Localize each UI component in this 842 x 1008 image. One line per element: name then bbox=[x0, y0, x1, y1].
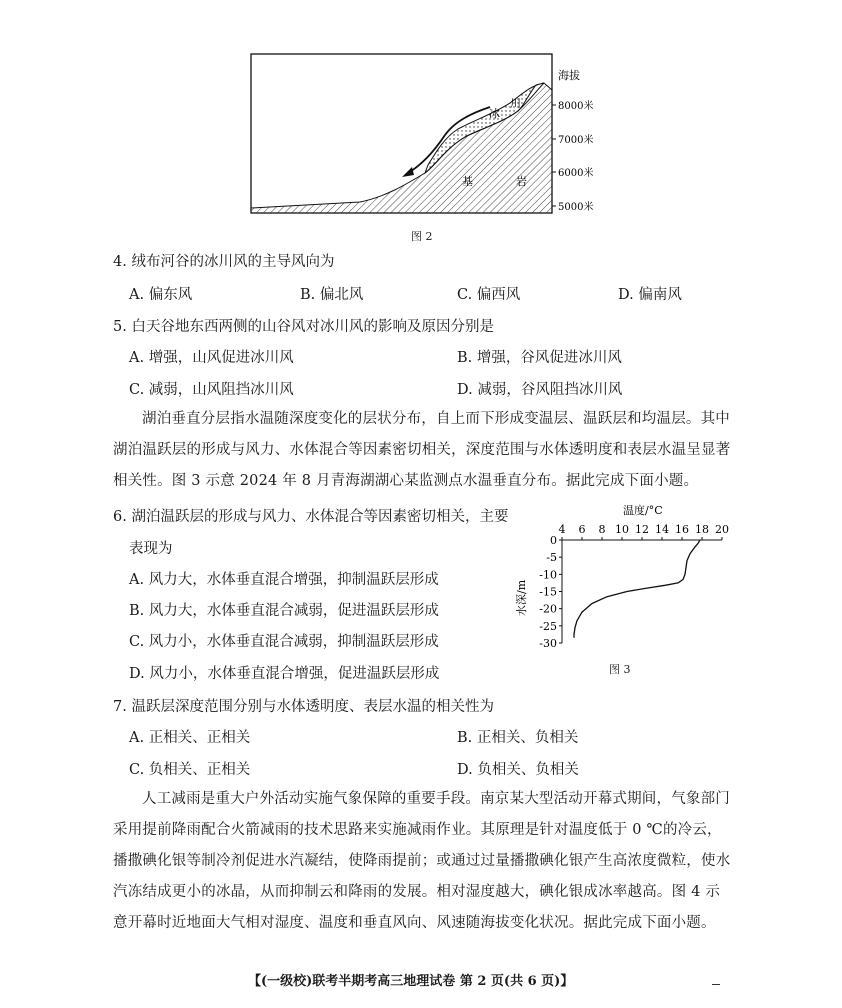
x-tick-label: 6 bbox=[578, 523, 586, 536]
bedrock-label-2: 岩 bbox=[516, 175, 527, 188]
water-temperature-chart bbox=[505, 498, 745, 658]
x-tick-label: 10 bbox=[615, 523, 629, 536]
x-tick-label: 4 bbox=[558, 523, 566, 536]
x-tick-label: 16 bbox=[675, 523, 689, 536]
q5-option-d: D. 减弱，谷风阻挡冰川风 bbox=[457, 382, 623, 398]
temperature-profile-line bbox=[574, 540, 700, 638]
x-tick-label: 14 bbox=[655, 523, 669, 536]
q4-option-a: A. 偏东风 bbox=[129, 287, 193, 303]
q6-option-c: C. 风力小，水体垂直混合减弱，抑制温跃层形成 bbox=[129, 634, 439, 650]
tick-8000: 8000米 bbox=[558, 101, 594, 112]
figure-2 bbox=[240, 45, 620, 225]
q5-option-b: B. 增强，谷风促进冰川风 bbox=[457, 350, 622, 366]
q6-stem-line2: 表现为 bbox=[129, 541, 173, 557]
x-tick-label: 20 bbox=[715, 523, 729, 536]
glacier-profile-diagram bbox=[240, 45, 620, 225]
tick-5000: 5000米 bbox=[558, 202, 594, 213]
glacier-label-1: 冰 bbox=[489, 107, 500, 120]
y-tick-label: -25 bbox=[539, 619, 557, 633]
y-tick-label: -15 bbox=[539, 585, 557, 599]
glacier-label-2: 川 bbox=[510, 97, 521, 110]
q7-option-b: B. 正相关、负相关 bbox=[457, 730, 579, 746]
y-axis-title: 水深/m bbox=[515, 579, 528, 616]
q5-stem: 5. 白天谷地东西两侧的山谷风对冰川风的影响及原因分别是 bbox=[113, 319, 494, 335]
q6-option-b: B. 风力大，水体垂直混合减弱，促进温跃层形成 bbox=[129, 603, 439, 619]
q7-option-c: C. 负相关、正相关 bbox=[129, 762, 251, 778]
q5-option-a: A. 增强，山风促进冰川风 bbox=[129, 350, 294, 366]
y-tick-label: -30 bbox=[539, 637, 557, 650]
q7-option-a: A. 正相关、正相关 bbox=[129, 730, 251, 746]
q5-option-c: C. 减弱，山风阻挡冰川风 bbox=[129, 382, 294, 398]
q7-stem: 7. 温跃层深度范围分别与水体透明度、表层水温的相关性为 bbox=[113, 699, 494, 715]
figure-3 bbox=[505, 498, 745, 658]
rain-reduction-passage: 人工减雨是重大户外活动实施气象保障的重要手段。南京某大型活动开幕式期间，气象部门采用提前降雨配合火箭减雨的技术思路来实施减雨作业。其原理是针对温度低于 0 ℃的冷云，播撒碘化银等制冷剂促进水汽凝结，使降雨提前；或通过过量播撒碘化银产生高浓度微粒，使水汽冻结成更小的冰晶，从而抑制云和降雨的发展。相对湿度越大，碘化银成冰率越高。图 4 示意开幕时近地面大气相对湿度、温度和垂直风向、风速随海拔变化状况。据此完成下面小题。 bbox=[113, 791, 731, 931]
x-tick-label: 8 bbox=[598, 523, 606, 536]
lake-passage: 湖泊垂直分层指水温随深度变化的层状分布，自上而下形成变温层、温跃层和均温层。其中湖泊温跃层的形成与风力、水体混合等因素密切相关，深度范围与水体透明度和表层水温呈显著相关性。图 3 示意 2024 年 8 月青海湖湖心某监测点水温垂直分布。据此完成下面小题。 bbox=[113, 411, 731, 489]
page-footer: 【(一级校)联考半期考高三地理试卷 第 2 页(共 6 页)】 bbox=[248, 974, 574, 989]
figure-3-caption: 图 3 bbox=[609, 663, 631, 676]
x-axis-title: 温度/°C bbox=[623, 504, 663, 517]
bedrock-label-1: 基 bbox=[462, 175, 473, 188]
tick-6000: 6000米 bbox=[558, 168, 594, 179]
figure-2-caption: 图 2 bbox=[411, 230, 433, 243]
y-tick-label: -10 bbox=[539, 568, 557, 582]
q4-option-c: C. 偏西风 bbox=[457, 287, 521, 303]
q6-option-a: A. 风力大，水体垂直混合增强，抑制温跃层形成 bbox=[129, 572, 439, 588]
y-tick-label: -5 bbox=[546, 551, 557, 565]
q4-option-d: D. 偏南风 bbox=[618, 287, 682, 303]
q4-stem: 4. 绒布河谷的冰川风的主导风向为 bbox=[113, 254, 335, 270]
bedrock-area bbox=[251, 83, 552, 213]
tick-7000: 7000米 bbox=[558, 135, 594, 146]
q6-stem-line1: 6. 湖泊温跃层的形成与风力、水体混合等因素密切相关，主要 bbox=[113, 509, 509, 525]
y-tick-label: -20 bbox=[539, 602, 557, 616]
arrow-head-icon bbox=[402, 167, 414, 177]
x-tick-label: 12 bbox=[635, 523, 649, 536]
q6-option-d: D. 风力小，水体垂直混合增强，促进温跃层形成 bbox=[129, 666, 440, 682]
footer-dash bbox=[712, 984, 720, 985]
y-tick-label: 0 bbox=[550, 534, 557, 547]
altitude-axis-title: 海拔 bbox=[558, 69, 580, 82]
q4-option-b: B. 偏北风 bbox=[300, 287, 364, 303]
x-tick-label: 18 bbox=[695, 523, 709, 536]
q7-option-d: D. 负相关、负相关 bbox=[457, 762, 579, 778]
